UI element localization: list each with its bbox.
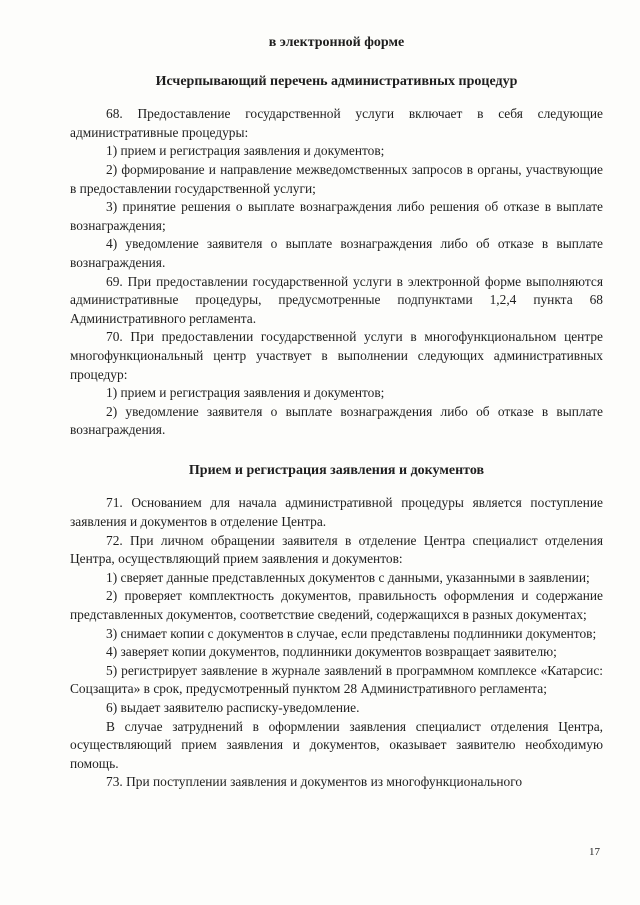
list-item-70-2: 2) уведомление заявителя о выплате вознаграждения либо об отказе в выплате вознаграждения. <box>70 403 603 438</box>
section-heading-procedures: Исчерпывающий перечень административных процедур <box>155 73 518 89</box>
top-heading: в электронной форме <box>268 35 405 50</box>
list-item-72-6: 6) выдает заявителю расписку-уведомление. <box>106 700 360 715</box>
list-item-68-2: 2) формирование и направление межведомственных запросов в органы, участвующие в предоставлении государственной услуги; <box>70 161 603 196</box>
paragraph-68: 68. Предоставление государственной услуги включает в себя следующие административные процедуры: <box>70 106 603 140</box>
section-procedures-body <box>70 105 603 440</box>
list-item-68-4: 4) уведомление заявителя о выплате вознаграждения либо об отказе в выплате вознаграждения. <box>70 236 603 270</box>
paragraph-71: 71. Основанием для начала административной процедуры является поступление заявления и документов в отделение Центра. <box>70 495 603 530</box>
list-item-68-1: 1) прием и регистрация заявления и документов; <box>106 143 385 159</box>
list-item-72-5: 5) регистрирует заявление в журнале заявлений в программном комплексе «Катарсис: Соцзащита» в срок, предусмотренный пунктом 28 Административного регламента; <box>70 662 603 697</box>
paragraph-72: 72. При личном обращении заявителя в отделение Центра специалист отделения Центра, осуществляющий прием заявления и документов: <box>70 532 603 567</box>
section-heading-reception: Прием и регистрация заявления и документов <box>188 462 485 478</box>
list-item-72-1: 1) сверяет данные представленных документов с данными, указанными в заявлении; <box>106 569 590 585</box>
list-item-72-4: 4) заверяет копии документов, подлинники документов возвращает заявителю; <box>106 644 557 660</box>
paragraph-73: 73. При поступлении заявления и документов из многофункционального <box>106 774 523 790</box>
list-item-68-3: 3) принятие решения о выплате вознаграждения либо решения об отказе в выплате вознаграждения; <box>70 199 603 233</box>
document-page <box>70 34 603 792</box>
section-reception-body <box>70 494 603 792</box>
list-item-72-2: 2) проверяет комплектность документов, правильность оформления и содержание представленных документов, соответствие сведений, содержащихся в разных документах; <box>70 588 603 623</box>
paragraph-assistance: В случае затруднений в оформлении заявления специалист отделения Центра, осуществляющий прием заявления и документов, оказывает заявителю необходимую помощь. <box>70 718 603 771</box>
list-item-72-3: 3) снимает копии с документов в случае, если представлены подлинники документов; <box>106 625 597 641</box>
page-number: 17 <box>589 846 600 858</box>
paragraph-70: 70. При предоставлении государственной услуги в многофункциональном центре многофункциональный центр участвует в выполнении следующих административных процедур: <box>70 329 603 382</box>
paragraph-69: 69. При предоставлении государственной услуги в электронной форме выполняются административные процедуры, предусмотренные подпунктами 1,2,4 пункта 68 Административного регламента. <box>70 273 603 326</box>
list-item-70-1: 1) прием и регистрация заявления и документов; <box>106 385 385 401</box>
